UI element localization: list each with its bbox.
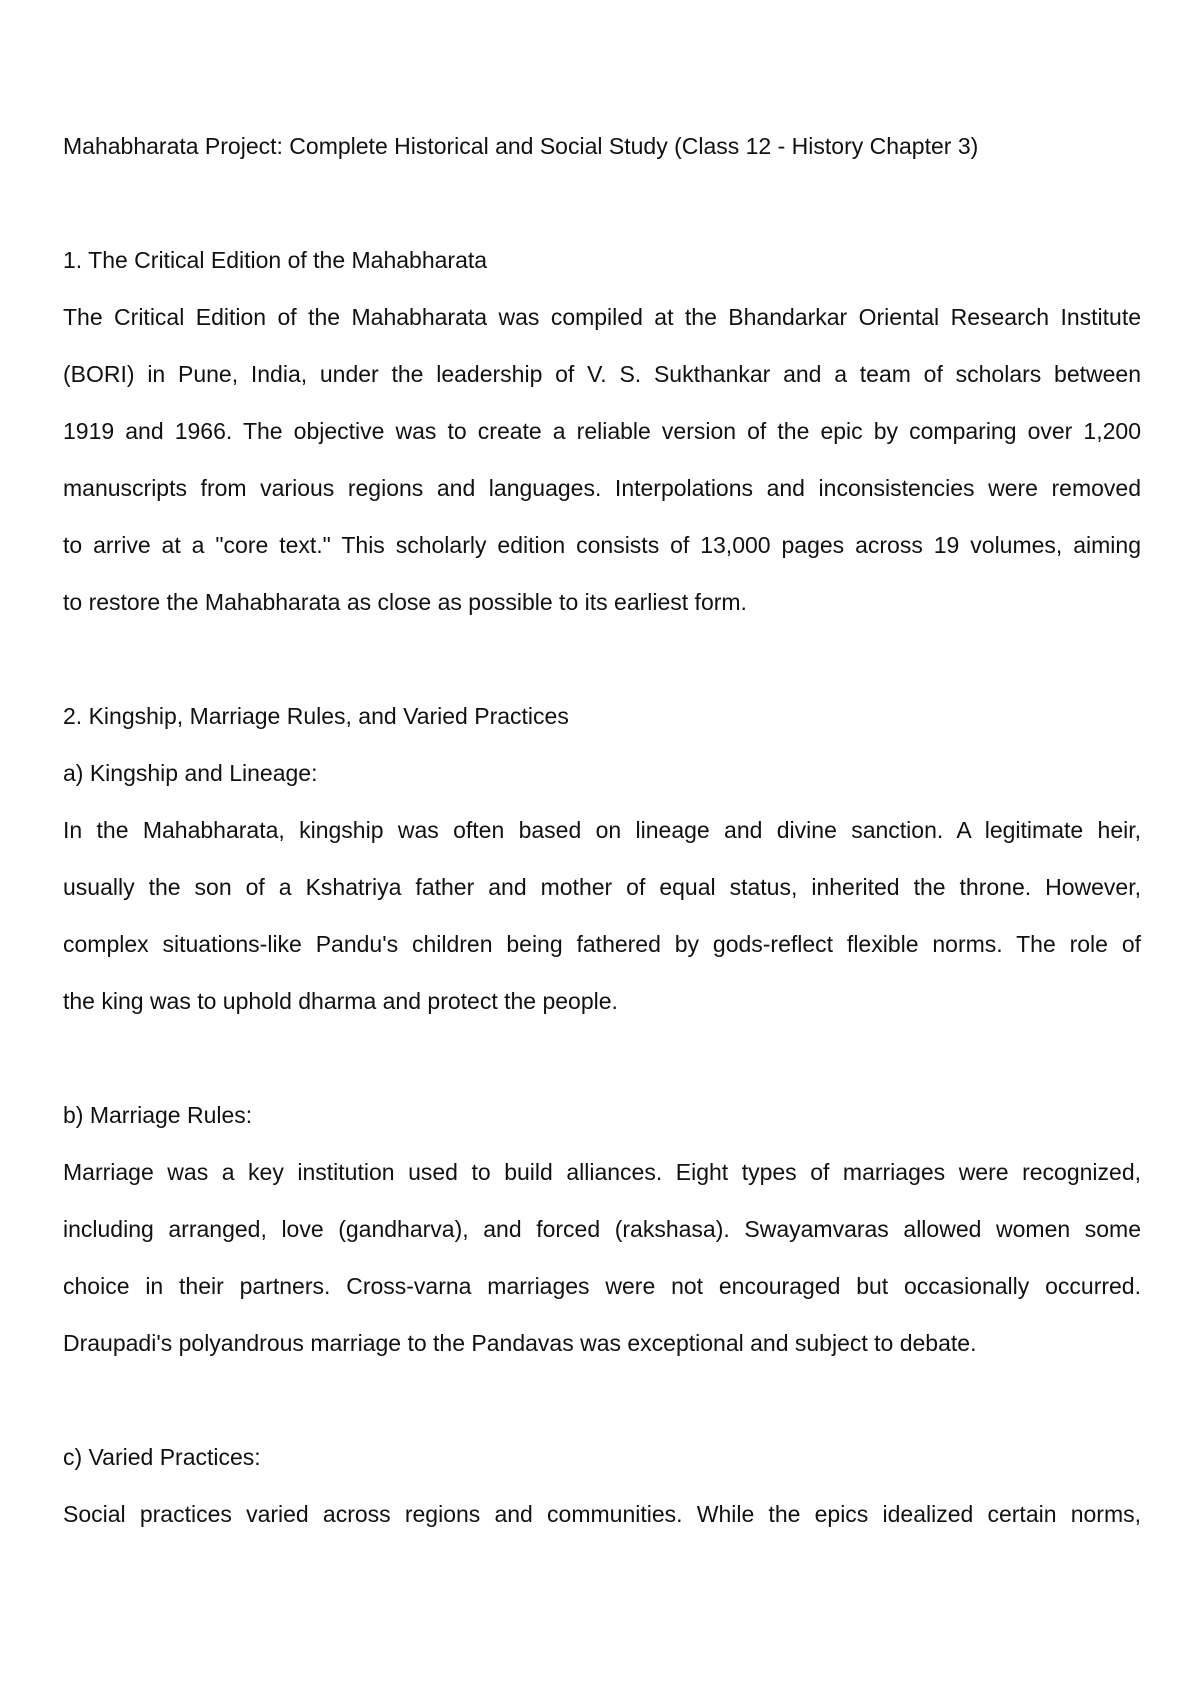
- section-1-line: to restore the Mahabharata as close as possible to its earliest form.: [63, 589, 747, 615]
- section-1-line: manuscripts from various regions and languages. Interpolations and inconsistencies were removed: [63, 475, 1141, 501]
- section-2-heading: 2. Kingship, Marriage Rules, and Varied Practices: [63, 703, 569, 729]
- subsection-a-line: usually the son of a Kshatriya father and mother of equal status, inherited the throne. However,: [63, 874, 1141, 900]
- subsection-b-heading: b) Marriage Rules:: [63, 1102, 253, 1128]
- subsection-c-heading: c) Varied Practices:: [63, 1444, 261, 1470]
- section-1-line: (BORI) in Pune, India, under the leadership of V. S. Sukthankar and a team of scholars between: [63, 361, 1141, 387]
- document-title: Mahabharata Project: Complete Historical and Social Study (Class 12 - History Chapter 3): [63, 133, 979, 159]
- section-1-heading: 1. The Critical Edition of the Mahabharata: [63, 247, 488, 273]
- subsection-c-line: Social practices varied across regions and communities. While the epics idealized certain norms,: [63, 1501, 1141, 1527]
- subsection-a-line: complex situations-like Pandu's children being fathered by gods-reflect flexible norms. The role of: [63, 931, 1141, 957]
- subsection-b-line: choice in their partners. Cross-varna marriages were not encouraged but occasionally occurred.: [63, 1273, 1141, 1299]
- section-1-line: 1919 and 1966. The objective was to create a reliable version of the epic by comparing over 1,200: [63, 418, 1141, 444]
- spacer: [63, 631, 1141, 688]
- spacer: [63, 1030, 1141, 1087]
- spacer: [63, 1372, 1141, 1429]
- subsection-a-line: the king was to uphold dharma and protect the people.: [63, 988, 618, 1014]
- section-1-line: The Critical Edition of the Mahabharata was compiled at the Bhandarkar Oriental Research Institute: [63, 304, 1141, 330]
- spacer: [63, 175, 1141, 232]
- subsection-b-line: including arranged, love (gandharva), and forced (rakshasa). Swayamvaras allowed women some: [63, 1216, 1141, 1242]
- section-1-line: to arrive at a "core text." This scholarly edition consists of 13,000 pages across 19 volumes, aiming: [63, 532, 1141, 558]
- subsection-b-line: Draupadi's polyandrous marriage to the Pandavas was exceptional and subject to debate.: [63, 1330, 977, 1356]
- subsection-a-line: In the Mahabharata, kingship was often based on lineage and divine sanction. A legitimate heir,: [63, 817, 1141, 843]
- document-body: [63, 118, 1141, 1543]
- subsection-b-line: Marriage was a key institution used to build alliances. Eight types of marriages were recognized,: [63, 1159, 1141, 1185]
- subsection-a-heading: a) Kingship and Lineage:: [63, 760, 318, 786]
